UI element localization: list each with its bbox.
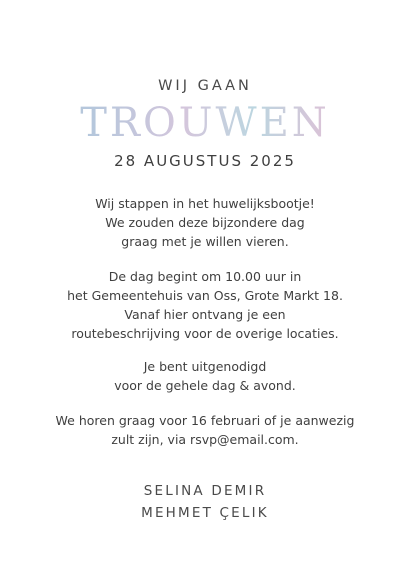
- text-line: voor de gehele dag & avond.: [114, 378, 296, 393]
- text-line: Wij stappen in het huwelijksbootje!: [95, 196, 315, 211]
- paragraph-invitation: [0, 357, 410, 395]
- text-line: Je bent uitgenodigd: [143, 359, 267, 374]
- name-line: SELINA DEMIR: [143, 483, 267, 499]
- text-line: graag met je willen vieren.: [121, 234, 289, 249]
- text-line: routebeschrijving voor de overige locaties.: [71, 326, 339, 341]
- kicker-text: WIJ GAAN: [158, 78, 252, 94]
- paragraph-intro: [0, 194, 410, 251]
- text-line: De dag begint om 10.00 uur in: [108, 269, 302, 284]
- wedding-date: 28 AUGUSTUS 2025: [114, 152, 296, 170]
- text-line: zult zijn, via rsvp@email.com.: [111, 432, 299, 447]
- text-line: Vanaf hier ontvang je een: [124, 307, 286, 322]
- name-line: MEHMET ÇELIK: [141, 505, 269, 521]
- text-line: We zouden deze bijzondere dag: [105, 215, 305, 230]
- text-line: We horen graag voor 16 februari of je aanwezig: [55, 413, 355, 428]
- paragraph-venue: [0, 267, 410, 343]
- couple-names: [0, 480, 410, 524]
- paragraph-rsvp: [0, 411, 410, 449]
- page-title: TROUWEN: [0, 98, 410, 148]
- text-line: het Gemeentehuis van Oss, Grote Markt 18.: [67, 288, 343, 303]
